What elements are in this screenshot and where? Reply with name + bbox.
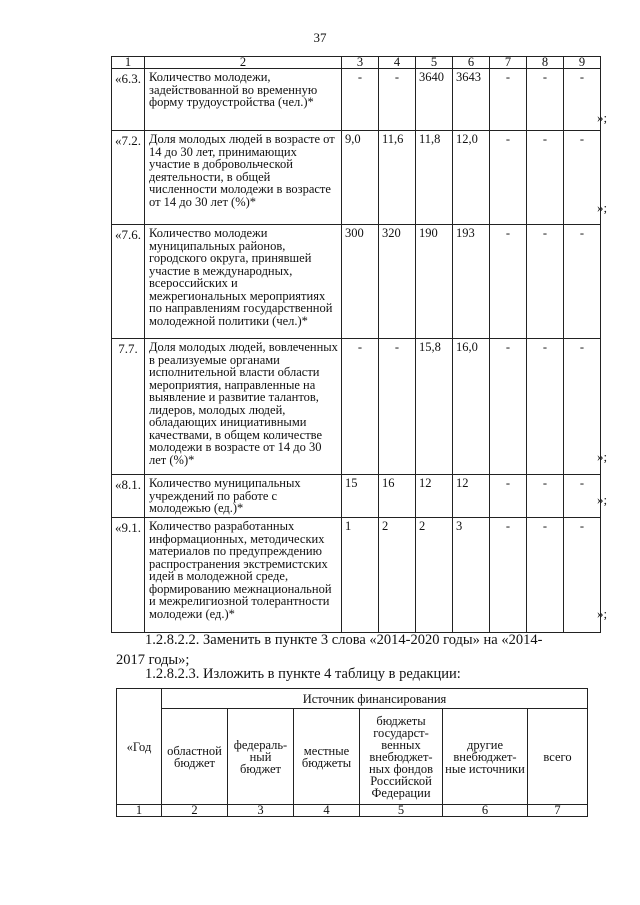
value-cell: 2 bbox=[416, 518, 453, 633]
row-description: Количество молодежи муниципальных районов, городского округа, принявшей участие в международных, всероссийских и межрегиональных мероприятиях по направлениям государственной молодежной политики (чел.)* bbox=[145, 225, 342, 339]
value-cell: - bbox=[564, 131, 601, 225]
value-cell: 300 bbox=[342, 225, 379, 339]
column-header: местные бюджеты bbox=[294, 709, 360, 805]
value-cell: - bbox=[490, 475, 527, 518]
paragraph-1-line-1: 1.2.8.2.2. Заменить в пункте 3 слова «2014-2020 годы» на «2014- bbox=[145, 632, 543, 648]
value-cell: 16 bbox=[379, 475, 416, 518]
table-row bbox=[112, 225, 601, 339]
financing-table bbox=[116, 688, 588, 817]
column-number: 6 bbox=[443, 805, 528, 817]
value-cell: 320 bbox=[379, 225, 416, 339]
value-cell: - bbox=[490, 225, 527, 339]
header-cell: 4 bbox=[379, 57, 416, 69]
table-header-row bbox=[117, 689, 588, 709]
value-cell: 3643 bbox=[453, 69, 490, 131]
table-header-row bbox=[112, 57, 601, 69]
value-cell: - bbox=[527, 225, 564, 339]
column-number: 3 bbox=[228, 805, 294, 817]
column-header: областной бюджет bbox=[162, 709, 228, 805]
table-row bbox=[112, 475, 601, 518]
header-cell: 1 bbox=[112, 57, 145, 69]
value-cell: 12 bbox=[416, 475, 453, 518]
row-description: Доля молодых людей, вовлеченных в реализуемые органами исполнительной власти области мероприятия, направленные на выявление и развитие талантов, лидеров, молодых людей, обладающих инициативными качествами, в общем количестве молодежи в возрасте от 14 до 30 лет (%)* bbox=[145, 339, 342, 475]
column-number: 7 bbox=[528, 805, 588, 817]
column-number: 5 bbox=[360, 805, 443, 817]
value-cell: - bbox=[527, 69, 564, 131]
financing-source-header: Источник финансирования bbox=[162, 689, 588, 709]
row-closing-mark: »; bbox=[597, 606, 608, 621]
header-cell: 3 bbox=[342, 57, 379, 69]
row-number: «9.1. bbox=[112, 518, 145, 633]
header-cell: 7 bbox=[490, 57, 527, 69]
row-description: Количество молодежи, задействованной во временную форму трудоустройства (чел.)* bbox=[145, 69, 342, 131]
value-cell: 2 bbox=[379, 518, 416, 633]
table-row bbox=[112, 339, 601, 475]
header-cell: 9 bbox=[564, 57, 601, 69]
row-number: «7.6. bbox=[112, 225, 145, 339]
column-header: бюджеты государст-венных внебюджет-ных фондов Российской Федерации bbox=[360, 709, 443, 805]
column-number: 2 bbox=[162, 805, 228, 817]
value-cell: - bbox=[564, 69, 601, 131]
indicators-table bbox=[111, 56, 601, 633]
value-cell: - bbox=[490, 131, 527, 225]
value-cell: 12,0 bbox=[453, 131, 490, 225]
value-cell: 15,8 bbox=[416, 339, 453, 475]
table-row bbox=[112, 131, 601, 225]
table-row bbox=[112, 69, 601, 131]
year-header: «Год bbox=[117, 689, 162, 805]
value-cell: - bbox=[564, 225, 601, 339]
header-cell: 8 bbox=[527, 57, 564, 69]
row-description: Количество разработанных информационных, методических материалов по предупреждению распространения экстремистских идей в молодежной среде, формированию межнациональной и межрелигиозной толерантности молодежи (ед.)* bbox=[145, 518, 342, 633]
value-cell: - bbox=[342, 69, 379, 131]
value-cell: - bbox=[490, 518, 527, 633]
value-cell: 9,0 bbox=[342, 131, 379, 225]
row-number: «6.3. bbox=[112, 69, 145, 131]
value-cell: 11,6 bbox=[379, 131, 416, 225]
page-number: 37 bbox=[313, 30, 327, 45]
value-cell: 16,0 bbox=[453, 339, 490, 475]
value-cell: - bbox=[527, 131, 564, 225]
column-header: всего bbox=[528, 709, 588, 805]
header-cell: 2 bbox=[145, 57, 342, 69]
column-number: 4 bbox=[294, 805, 360, 817]
row-description: Количество муниципальных учреждений по работе с молодежью (ед.)* bbox=[145, 475, 342, 518]
value-cell: - bbox=[342, 339, 379, 475]
value-cell: 15 bbox=[342, 475, 379, 518]
row-closing-mark: »; bbox=[597, 492, 608, 507]
row-number: «8.1. bbox=[112, 475, 145, 518]
value-cell: 190 bbox=[416, 225, 453, 339]
row-number: 7.7. bbox=[112, 339, 145, 475]
value-cell: - bbox=[379, 339, 416, 475]
column-number-row bbox=[117, 805, 588, 817]
value-cell: - bbox=[379, 69, 416, 131]
value-cell: - bbox=[564, 339, 601, 475]
table-header-row bbox=[117, 709, 588, 805]
column-header: федераль-ный бюджет bbox=[228, 709, 294, 805]
value-cell: - bbox=[527, 475, 564, 518]
header-cell: 6 bbox=[453, 57, 490, 69]
row-closing-mark: »; bbox=[597, 449, 608, 464]
value-cell: - bbox=[490, 339, 527, 475]
header-cell: 5 bbox=[416, 57, 453, 69]
value-cell: - bbox=[490, 69, 527, 131]
row-number: «7.2. bbox=[112, 131, 145, 225]
value-cell: - bbox=[527, 339, 564, 475]
table-row bbox=[112, 518, 601, 633]
column-number: 1 bbox=[117, 805, 162, 817]
row-closing-mark: »; bbox=[597, 110, 608, 125]
value-cell: 3 bbox=[453, 518, 490, 633]
value-cell: - bbox=[564, 518, 601, 633]
value-cell: 193 bbox=[453, 225, 490, 339]
row-closing-mark: »; bbox=[597, 200, 608, 215]
row-description: Доля молодых людей в возрасте от 14 до 30 лет, принимающих участие в добровольческой деятельности, в общей численности молодежи в возрасте от 14 до 30 лет (%)* bbox=[145, 131, 342, 225]
value-cell: 1 bbox=[342, 518, 379, 633]
value-cell: 11,8 bbox=[416, 131, 453, 225]
value-cell: - bbox=[527, 518, 564, 633]
value-cell: 12 bbox=[453, 475, 490, 518]
paragraph-2: 1.2.8.2.3. Изложить в пункте 4 таблицу в редакции: bbox=[145, 666, 461, 682]
column-header: другие внебюджет-ные источники bbox=[443, 709, 528, 805]
value-cell: - bbox=[564, 475, 601, 518]
paragraph-1-line-2: 2017 годы»; bbox=[116, 652, 190, 668]
value-cell: 3640 bbox=[416, 69, 453, 131]
